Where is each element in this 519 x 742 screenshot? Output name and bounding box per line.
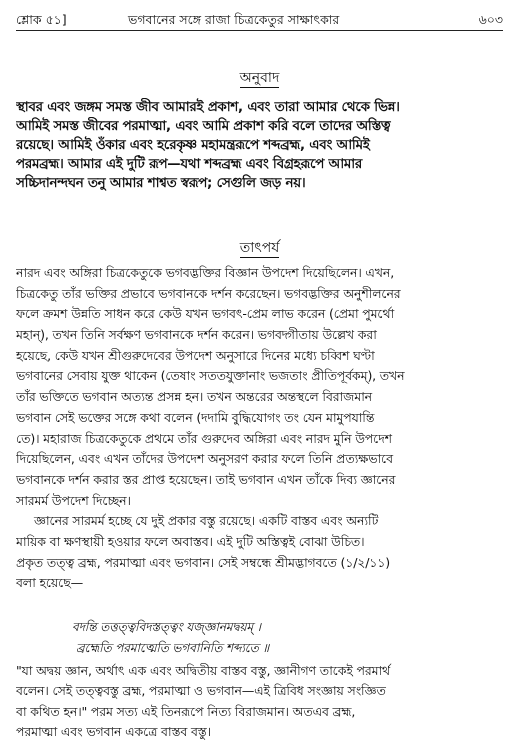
purport-line: বলা হয়েছে—: [16, 575, 84, 591]
verse-reference: শ্লোক ৫১]: [16, 12, 67, 27]
translation-line: স্থাবর এবং জঙ্গম সমস্ত জীব আমারই প্রকাশ, এবং তারা আমার থেকে ভিন্ন।: [16, 100, 400, 115]
quote-line: "যা অদ্বয় জ্ঞান, অর্থাৎ এক এবং অদ্বিতীয় বাস্তব বস্তু, জ্ঞানীগণ তাকেই পরমার্থ: [16, 663, 390, 678]
purport-line: দিয়েছিলেন, এবং এখন তাঁদের উপদেশ অনুসরণ করার ফলে তিনি প্রত্যক্ষভাবে: [16, 451, 393, 467]
purport-line: প্রকৃত তত্ত্ব ব্রহ্ম, পরমাত্মা এবং ভগবান। সেই সম্বন্ধে শ্রীমদ্ভাগবতে (১/২/১১): [16, 554, 390, 570]
purport-line: সারমর্ম উপদেশ দিচ্ছেন।: [16, 492, 131, 508]
purport-line: ভগবানের সেবায় যুক্ত থাকেন (তেষাং সততযুক্তানাং ভজতাং প্রীতিপূর্বকম্), তখন: [16, 368, 405, 384]
chapter-title: ভগবানের সঙ্গে রাজা চিত্রকেতুর সাক্ষাৎকার: [128, 12, 340, 27]
purport-line: মায়িক বা ক্ষণস্থায়ী হওয়ার ফলে অবাস্তব। এই দুটি অস্তিত্বই বোঝা উচিত।: [16, 533, 365, 549]
translation-heading: অনুবাদ: [239, 70, 280, 86]
quote-line: বা কথিত হন।" পরম সত্য এই তিনরূপে নিত্য বিরাজমান। অতএব ব্রহ্ম,: [16, 703, 356, 719]
translation-line: সচ্চিদানন্দঘন তনু আমার শাশ্বত স্বরূপ; সেগুলি জড় নয়।: [16, 176, 306, 191]
purport-line: ফলে ক্রমশ উন্নতি সাধন করে কেউ যখন ভগবৎ-প্রেম লাভ করেন (প্রেমা পুমর্থো: [16, 306, 395, 322]
translation-text: [16, 98, 503, 193]
purport-heading: তাৎপর্য: [239, 240, 280, 256]
header-rule: [16, 30, 503, 31]
verse-line: ব্রহ্মেতি পরমাত্মেতি ভগবানিতি শব্দ্যতে ॥: [76, 641, 269, 655]
page-number: ৬০৩: [478, 12, 503, 27]
purport-line: তে)। মহারাজ চিত্রকেতুকে প্রথমে তাঁর গুরুদেব অঙ্গিরা এবং নারদ মুনি উপদেশ: [16, 430, 392, 446]
purport-line: ভগবানকে দর্শন করার স্তর প্রাপ্ত হয়েছেন। তাই ভগবান এখন তাঁকে দিব্য জ্ঞানের: [16, 471, 396, 487]
sanskrit-verse: [72, 617, 503, 659]
purport-line: নারদ এবং অঙ্গিরা চিত্রকেতুকে ভগবদ্ভক্তির বিজ্ঞান উপদেশ দিয়েছিলেন। এখন,: [16, 265, 395, 280]
purport-text: [16, 263, 503, 594]
running-header: [16, 10, 503, 30]
purport-line: হয়েছে, কেউ যখন শ্রীগুরুদেবের উপদেশ অনুসারে দিনের মধ্যে চব্বিশ ঘণ্টা: [16, 347, 375, 363]
purport-line: জ্ঞানের সারমর্ম হচ্ছে যে দুই প্রকার বস্তু রয়েছে। একটি বাস্তব এবং অন্যটি: [34, 513, 379, 529]
quote-line: পরমাত্মা এবং ভগবান একত্রে বাস্তব বস্তু।: [16, 723, 211, 739]
purport-line: ভগবান সেই ভক্তের সঙ্গে কথা বলেন (দদামি বুদ্ধিযোগং তং যেন মামুপযান্তি: [16, 409, 375, 425]
translation-line: পরমব্রহ্ম। আমার এই দুটি রূপ—যথা শব্দব্রহ্ম এবং বিগ্রহরূপে আমার: [16, 157, 363, 172]
purport-line: চিত্রকেতু তাঁর ভক্তির প্রভাবে ভগবানকে দর্শন করেছেন। ভগবদ্ভক্তির অনুশীলনের: [16, 285, 401, 301]
verse-line: বদন্তি তত্তত্ত্ববিদস্তত্ত্বং যজ্জ্ঞানমদ্বয়ম্ ।: [72, 620, 261, 634]
translation-line: আমিই সমস্ত জীবের পরমাত্মা, এবং আমি প্রকাশ করি বলে তাদের অস্তিত্ব: [16, 119, 391, 134]
purport-line: মহান্), তখন তিনি সর্বক্ষণ ভগবানকে দর্শন করেন। ভগবদ্গীতায় উল্লেখ করা: [16, 327, 377, 343]
translation-line: রয়েছে। আমিই ওঁকার এবং হরেকৃষ্ণ মহামন্ত্ররূপে শব্দব্রহ্ম, এবং আমিই: [16, 138, 370, 153]
purport-line: তাঁর ভক্তিতে ভগবান অত্যন্ত প্রসন্ন হন। তখন অন্তরের অন্তস্থলে বিরাজমান: [16, 389, 372, 405]
quote-line: বলেন। সেই তত্ত্ববস্তু ব্রহ্ম, পরমাত্মা ও ভগবান—এই ত্রিবিধ সংজ্ঞায় সংজ্ঞিত: [16, 683, 386, 699]
verse-translation-quote: [16, 661, 503, 742]
